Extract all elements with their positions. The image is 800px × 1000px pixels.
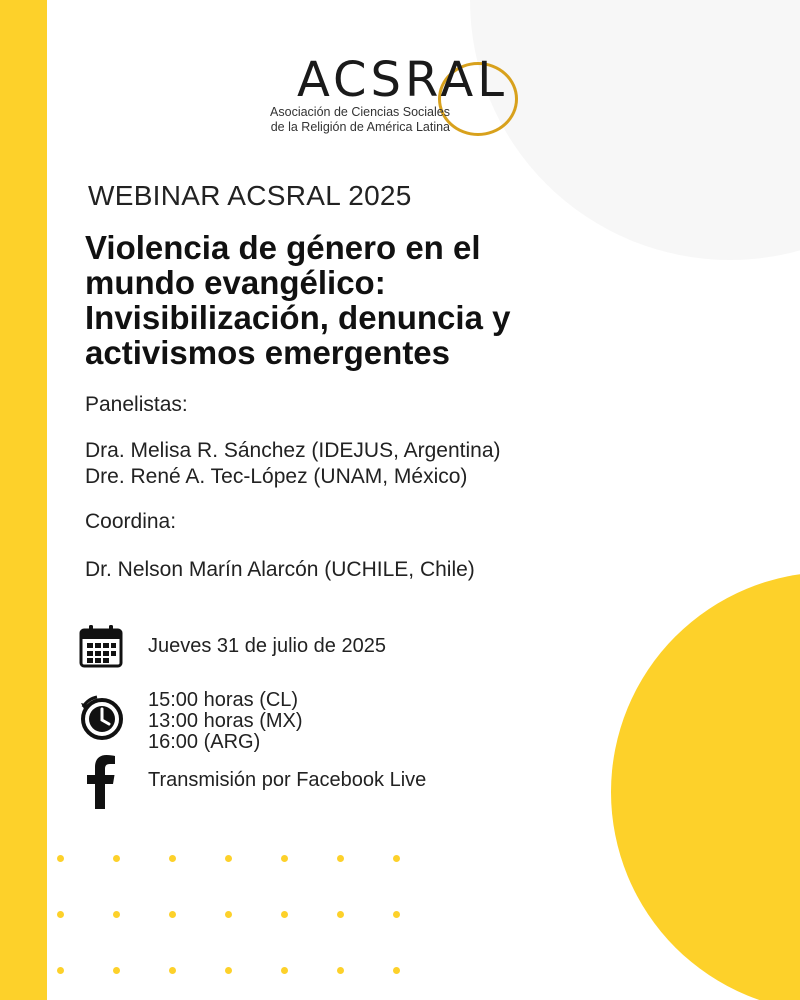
dot: [337, 911, 344, 918]
dot: [281, 911, 288, 918]
dot: [225, 855, 232, 862]
title-line: mundo evangélico:: [85, 264, 386, 301]
dot: [57, 855, 64, 862]
coordination-label: Coordina:: [85, 510, 177, 533]
panelists-label: Panelistas:: [85, 393, 188, 416]
event-times: [148, 690, 303, 753]
panelists-list: [85, 438, 501, 490]
time-cl: 15:00 horas (CL): [148, 689, 299, 711]
time-mx: 13:00 horas (MX): [148, 710, 303, 732]
dot: [337, 855, 344, 862]
coordinator-name: Dr. Nelson Marín Alarcón (UCHILE, Chile): [85, 558, 475, 581]
dot: [393, 855, 400, 862]
event-date: Jueves 31 de julio de 2025: [148, 635, 386, 657]
panelist: Dra. Melisa R. Sánchez (IDEJUS, Argentina): [85, 439, 501, 462]
title-line: Violencia de género en el: [85, 229, 481, 266]
dot: [169, 967, 176, 974]
dot: [337, 967, 344, 974]
logo-subtitle: Asociación de Ciencias Sociales de la Religión de América Latina: [270, 105, 450, 134]
dot: [281, 967, 288, 974]
dot: [113, 967, 120, 974]
dot: [113, 911, 120, 918]
title-line: Invisibilización, denuncia y: [85, 299, 511, 336]
event-title: [85, 230, 645, 370]
facebook-icon: [86, 755, 116, 809]
left-accent-bar: [0, 0, 47, 1000]
dot: [169, 855, 176, 862]
time-arg: 16:00 (ARG): [148, 731, 261, 753]
dot: [57, 967, 64, 974]
stream-info: Transmisión por Facebook Live: [148, 769, 427, 791]
dot: [225, 911, 232, 918]
yellow-circle-decoration: [611, 572, 800, 1000]
dot: [281, 855, 288, 862]
event-kicker: WEBINAR ACSRAL 2025: [88, 180, 412, 211]
background-soft-circle: [470, 0, 800, 260]
dot: [393, 967, 400, 974]
calendar-icon: [79, 624, 123, 668]
dot: [225, 967, 232, 974]
clock-icon: [79, 695, 125, 741]
title-line: activismos emergentes: [85, 334, 451, 371]
panelist: Dre. René A. Tec-López (UNAM, México): [85, 465, 468, 488]
dot: [393, 911, 400, 918]
logo-wordmark: ACSRAL: [297, 52, 508, 108]
dot: [169, 911, 176, 918]
dot: [113, 855, 120, 862]
dot: [57, 911, 64, 918]
